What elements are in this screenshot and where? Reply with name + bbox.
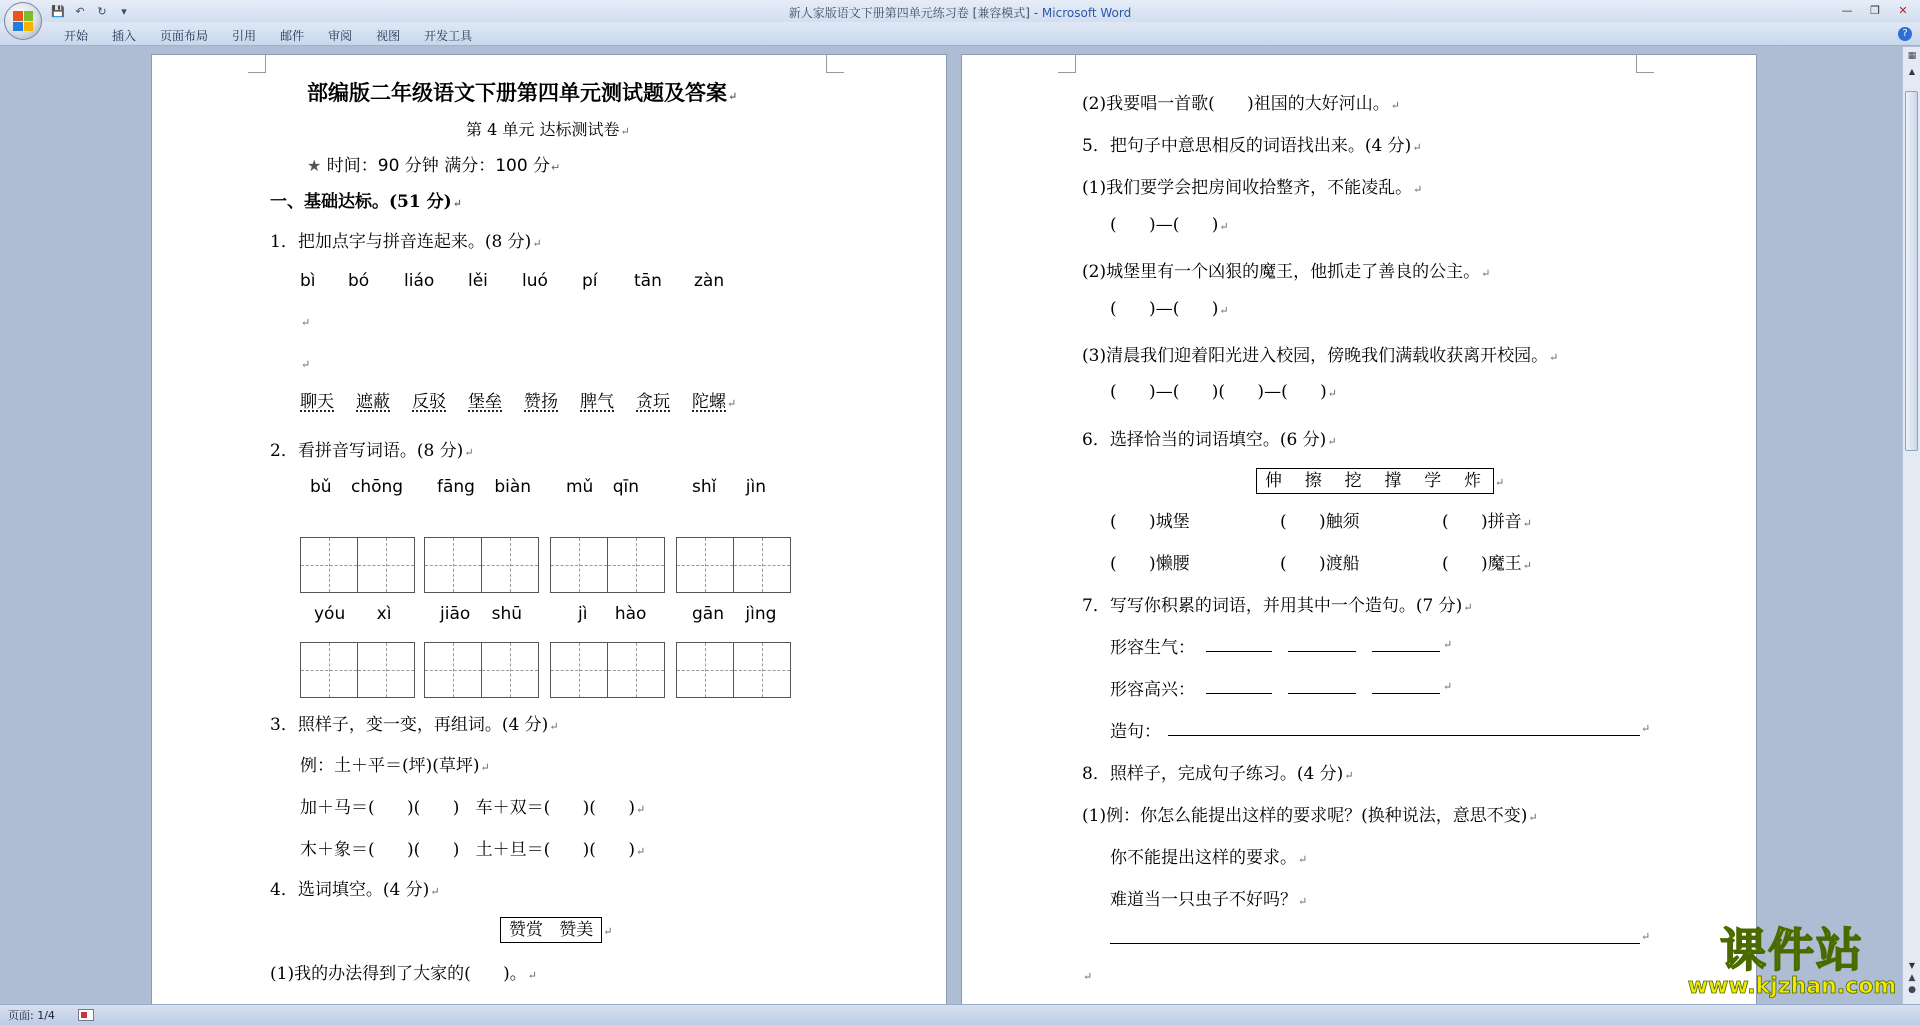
writing-grid[interactable] [424,642,539,698]
q6-item: ( )懒腰 [1110,554,1190,574]
question-4: 4．选词填空。(4 分)↵ [270,880,440,900]
answer-line[interactable] [1372,651,1440,652]
tab-review[interactable]: 审阅 [328,29,353,43]
q8-question: 难道当一只虫子不好吗？↵ [1110,890,1308,910]
question-7: 7．写写你积累的词语，并用其中一个造句。(7 分)↵ [1082,596,1473,616]
pinyin-item: lěi [468,271,488,291]
q4-item-2: (2)我要唱一首歌( )祖国的大好河山。↵ [1082,94,1400,114]
pinyin-item: tān [634,271,662,291]
answer-line[interactable] [1372,693,1440,694]
pinyin-group: shǐ jìn [692,477,766,497]
writing-grid[interactable] [300,537,415,593]
pinyin-item: pí [582,271,598,291]
pinyin-group: mǔ qīn [566,477,640,497]
document-page-1[interactable]: 部编版二年级语文下册第四单元测试题及答案↵ 第 4 单元 达标测试卷↵ ★ 时间：90 分钟 满分：100 分↵ 一、基础达标。(51 分)↵ 1．把加点字与拼音连起来。(8 分)↵ bì bó liáo lěi luó pí tān zàn ↵ ↵ 聊天 遮蔽 反驳 堡垒 赞扬 脾气 贪玩 陀螺↵ 2．看拼音写词语。(8 分)↵ bǔ chōng fāng biàn mǔ qīn shǐ jìn yóu xì jiāo shū jì hào gān jìng 3．照样子，变一变，再组词。(4 分)↵ 例：土＋平＝(坪)(草坪)↵ 加＋马＝( )( ) 车＋双＝( )( )↵ 木＋象＝( )( ) 土＋旦＝( )( )↵ 4．选词填空。(4 分)↵ 赞赏 赞美 ↵ (1)我的办法得到了大家的( )。↵ [152,55,946,1004]
word-item: 陀螺↵ [692,392,737,412]
writing-grid[interactable] [550,537,665,593]
writing-grid[interactable] [550,642,665,698]
writing-grid[interactable] [676,642,791,698]
tab-references[interactable]: 引用 [232,29,257,43]
writing-grid[interactable] [300,642,415,698]
word-item: 赞扬 [524,392,558,412]
q5-sentence-1: (1)我们要学会把房间收拾整齐，不能凌乱。↵ [1082,178,1423,198]
crop-mark [248,55,266,73]
pinyin-item: luó [522,271,548,291]
crop-mark [1058,55,1076,73]
office-button[interactable] [4,2,42,40]
question-5: 5．把句子中意思相反的词语找出来。(4 分)↵ [1082,136,1422,156]
pinyin-group: bǔ chōng [310,477,404,497]
q7-label-2: 形容高兴： [1110,680,1195,700]
window-title: 新人家版语文下册第四单元练习卷 [兼容模式] - Microsoft Word [788,6,1132,20]
q6-item: ( )城堡 [1110,512,1190,532]
q4-item-1: (1)我的办法得到了大家的( )。↵ [270,964,537,984]
answer-line[interactable] [1288,651,1356,652]
tab-mailings[interactable]: 邮件 [280,29,305,43]
status-bar [0,1004,1920,1025]
pinyin-group: fāng biàn [437,477,532,497]
answer-line[interactable] [1168,735,1640,736]
q6-item: ( )拼音↵ [1442,512,1532,532]
q6-item: ( )魔王↵ [1442,554,1532,574]
q3-line-1: 加＋马＝( )( ) 车＋双＝( )( )↵ [300,798,646,818]
pinyin-group: jiāo shū [440,604,523,624]
question-6: 6．选择恰当的词语填空。(6 分)↵ [1082,430,1337,450]
help-icon[interactable]: ? [1898,27,1912,41]
answer-line[interactable] [1110,943,1640,944]
title-bar [0,0,1920,22]
question-3: 3．照样子，变一变，再组词。(4 分)↵ [270,715,559,735]
time-line: ★ 时间：90 分钟 满分：100 分↵ [307,156,561,176]
undo-icon[interactable]: ↶ [75,4,85,18]
maximize-icon[interactable]: ❐ [1870,3,1880,17]
office-logo-icon [13,11,33,31]
q3-example: 例：土＋平＝(坪)(草坪)↵ [300,756,490,776]
watermark-logo: 课件站 www.kjzhan.com [1687,923,1897,999]
tab-page-layout[interactable]: 页面布局 [160,29,209,43]
save-icon[interactable]: 💾 [51,4,65,18]
answer-line[interactable] [1206,651,1272,652]
word-item: 贪玩 [636,392,670,412]
page-count[interactable]: 页面: 1/4 [8,1009,55,1022]
doc-subtitle: 第 4 单元 达标测试卷↵ [466,120,630,139]
q8-example-answer: 你不能提出这样的要求。↵ [1110,848,1308,868]
q6-word-box: 伸 擦 挖 撑 学 炸 ↵ [1256,466,1504,491]
ruler-toggle-icon[interactable]: ▦ [1907,51,1917,61]
doc-title: 部编版二年级语文下册第四单元测试题及答案↵ [307,80,738,105]
writing-grid[interactable] [676,537,791,593]
pinyin-group: yóu xì [314,604,392,624]
ribbon-tabs [52,27,484,45]
document-page-2[interactable]: (2)我要唱一首歌( )祖国的大好河山。↵ 5．把句子中意思相反的词语找出来。(4 分)↵ (1)我们要学会把房间收拾整齐，不能凌乱。↵ ( )—( )↵ (2)城堡里有一个凶狠的魔王，他抓走了善良的公主。↵ ( )—( )↵ (3)清晨我们迎着阳光进入校园，傍晚我们满载收获离开校园。↵ ( )—( )( )—( )↵ 6．选择恰当的词语填空。(6 分)↵ 伸 擦 挖 撑 学 炸 ↵ ( )城堡 ( )触须 ( )拼音↵ ( )懒腰 ( )渡船 ( )魔王↵ 7．写写你积累的词语，并用其中一个造句。(7 分)↵ 形容生气： ↵ 形容高兴： ↵ 造句： ↵ 8．照样子，完成句子练习。(4 分)↵ (1)例：你怎么能提出这样的要求呢？(换种说法，意思不变)↵ 你不能提出这样的要求。↵ 难道当一只虫子不好吗？↵ ↵ ↵ [962,55,1756,1004]
word-item: 遮蔽 [356,392,390,412]
question-1: 1．把加点字与拼音连起来。(8 分)↵ [270,232,542,252]
tab-insert[interactable]: 插入 [112,29,137,43]
word-item: 聊天 [300,392,334,412]
tab-view[interactable]: 视图 [376,29,401,43]
tab-home[interactable]: 开始 [64,29,89,43]
macro-record-icon[interactable] [78,1009,94,1021]
question-8: 8．照样子，完成句子练习。(4 分)↵ [1082,764,1354,784]
minimize-icon[interactable]: — [1841,3,1853,17]
writing-grid[interactable] [424,537,539,593]
redo-icon[interactable]: ↻ [97,4,107,18]
q8-example: (1)例：你怎么能提出这样的要求呢？(换种说法，意思不变)↵ [1082,806,1538,826]
word-item: 堡垒 [468,392,502,412]
word-item: 脾气 [580,392,614,412]
q7-label-3: 造句： [1110,722,1161,742]
q5-sentence-2: (2)城堡里有一个凶狠的魔王，他抓走了善良的公主。↵ [1082,262,1491,282]
q5-blank-1: ( )—( )↵ [1110,215,1229,235]
pinyin-item: liáo [404,271,435,291]
clock-icon: ★ [307,156,322,175]
crop-mark [1636,55,1654,73]
q6-item: ( )渡船 [1280,554,1360,574]
pinyin-item: zàn [694,271,725,291]
ribbon [0,22,1920,46]
tab-developer[interactable]: 开发工具 [424,29,473,43]
scroll-thumb[interactable] [1905,91,1918,451]
pinyin-item: bì [300,271,316,291]
q3-line-2: 木＋象＝( )( ) 土＋旦＝( )( )↵ [300,840,646,860]
q5-sentence-3: (3)清晨我们迎着阳光进入校园，傍晚我们满载收获离开校园。↵ [1082,346,1559,366]
close-icon[interactable]: ✕ [1898,3,1908,17]
q7-label-1: 形容生气： [1110,638,1195,658]
answer-line[interactable] [1288,693,1356,694]
crop-mark [826,55,844,73]
browse-object-icon[interactable]: ● [1908,985,1916,995]
document-workspace[interactable] [0,47,1902,1004]
vertical-scrollbar[interactable] [1902,47,1920,1004]
customize-qat-icon[interactable]: ▾ [121,4,127,18]
q5-blank-3: ( )—( )( )—( )↵ [1110,382,1337,402]
q4-word-box: 赞赏 赞美 ↵ [500,915,612,940]
scroll-down-icon[interactable]: ▼ [1908,961,1916,970]
q6-item: ( )触须 [1280,512,1360,532]
q5-blank-2: ( )—( )↵ [1110,299,1229,319]
pinyin-group: jì hào [578,604,647,624]
word-item: 反驳 [412,392,446,412]
section-1-heading: 一、基础达标。(51 分)↵ [270,192,462,212]
pinyin-item: bó [348,271,370,291]
question-2: 2．看拼音写词语。(8 分)↵ [270,441,474,461]
scroll-up-icon[interactable]: ▲ [1908,67,1916,76]
previous-page-icon[interactable]: ▲ [1908,973,1916,983]
window-controls [1834,2,1916,18]
pinyin-group: gān jìng [692,604,777,624]
answer-line[interactable] [1206,693,1272,694]
